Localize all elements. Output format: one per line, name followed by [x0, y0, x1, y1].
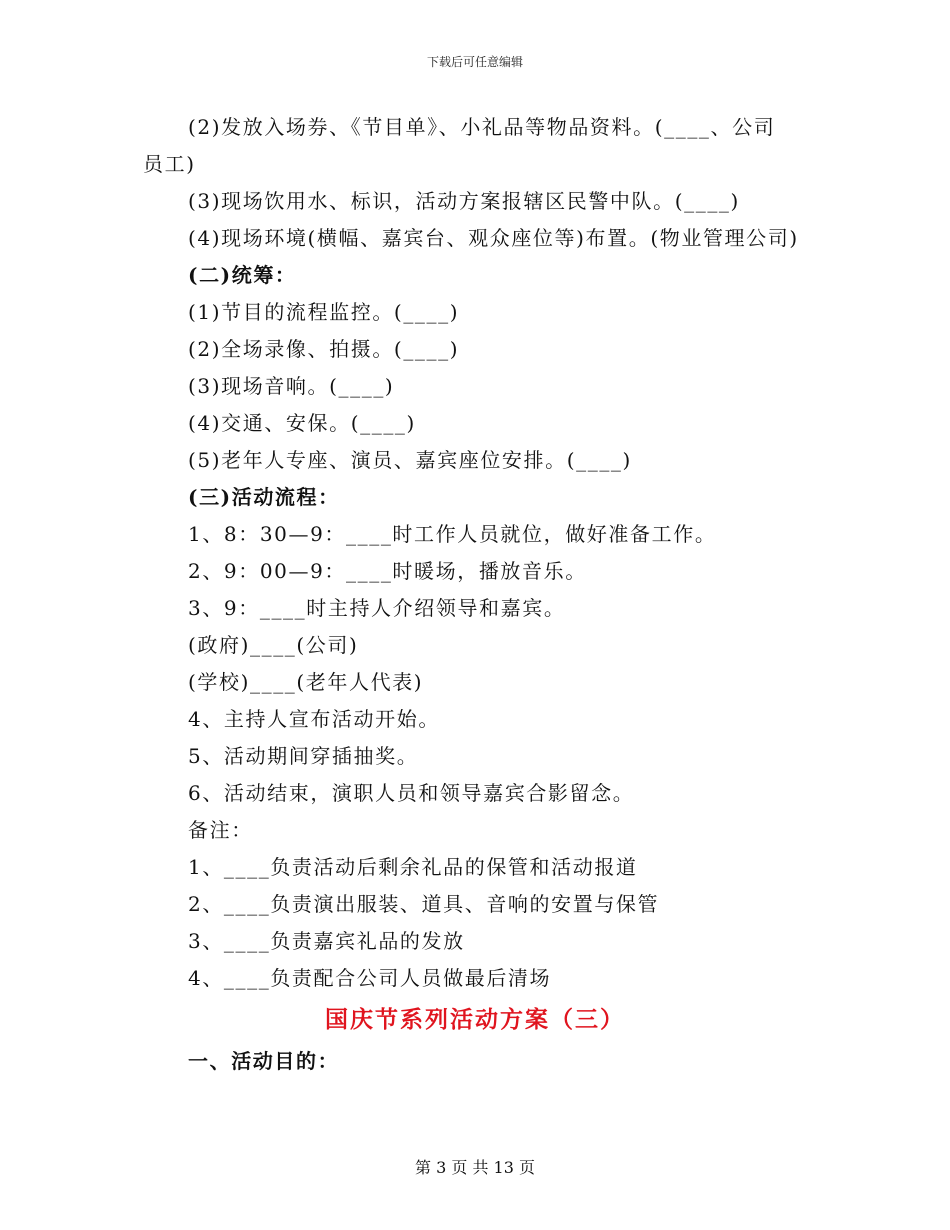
section-3-step-7: 5、活动期间穿插抽奖。	[188, 744, 419, 768]
page-footer: 第 3 页 共 13 页	[415, 1158, 535, 1177]
item-2-line-1: (2)发放入场券、《节目单》、小礼品等物品资料。(____、公司	[188, 115, 776, 139]
section-3-step-3: 3、9：____时主持人介绍领导和嘉宾。	[188, 596, 566, 620]
section-2-heading: (二)统筹：	[188, 263, 297, 287]
notes-item-4: 4、____负责配合公司人员做最后清场	[188, 966, 552, 990]
section-3-step-2: 2、9：00—9：____时暖场，播放音乐。	[188, 559, 587, 583]
notes-item-1: 1、____负责活动后剩余礼品的保管和活动报道	[188, 855, 638, 879]
page-header: 下载后可任意编辑	[426, 55, 523, 69]
notes-item-2: 2、____负责演出服装、道具、音响的安置与保管	[188, 892, 660, 916]
section-3-step-8: 6、活动结束，演职人员和领导嘉宾合影留念。	[188, 781, 635, 805]
section-3-step-6: 4、主持人宣布活动开始。	[188, 707, 440, 731]
notes-heading: 备注：	[188, 818, 253, 842]
section-3-step-5: (学校)____(老年人代表)	[188, 670, 424, 694]
section-3-step-1: 1、8：30—9：____时工作人员就位，做好准备工作。	[188, 522, 717, 546]
section-2-item-3: (3)现场音响。(____)	[188, 374, 395, 398]
section-2-item-1: (1)节目的流程监控。(____)	[188, 300, 460, 324]
section-2-item-5: (5)老年人专座、演员、嘉宾座位安排。(____)	[188, 448, 632, 472]
item-4: (4)现场环境(横幅、嘉宾台、观众座位等)布置。(物业管理公司)	[188, 226, 799, 250]
document-title: 国庆节系列活动方案（三）	[325, 1006, 625, 1033]
objective-heading: 一、活动目的：	[188, 1049, 340, 1073]
section-3-heading: (三)活动流程：	[188, 485, 340, 509]
item-2-line-2: 员工)	[143, 152, 196, 176]
item-3: (3)现场饮用水、标识，活动方案报辖区民警中队。(____)	[188, 189, 740, 213]
notes-item-3: 3、____负责嘉宾礼品的发放	[188, 929, 465, 953]
section-2-item-2: (2)全场录像、拍摄。(____)	[188, 337, 460, 361]
section-2-item-4: (4)交通、安保。(____)	[188, 411, 416, 435]
section-3-step-4: (政府)____(公司)	[188, 633, 359, 657]
